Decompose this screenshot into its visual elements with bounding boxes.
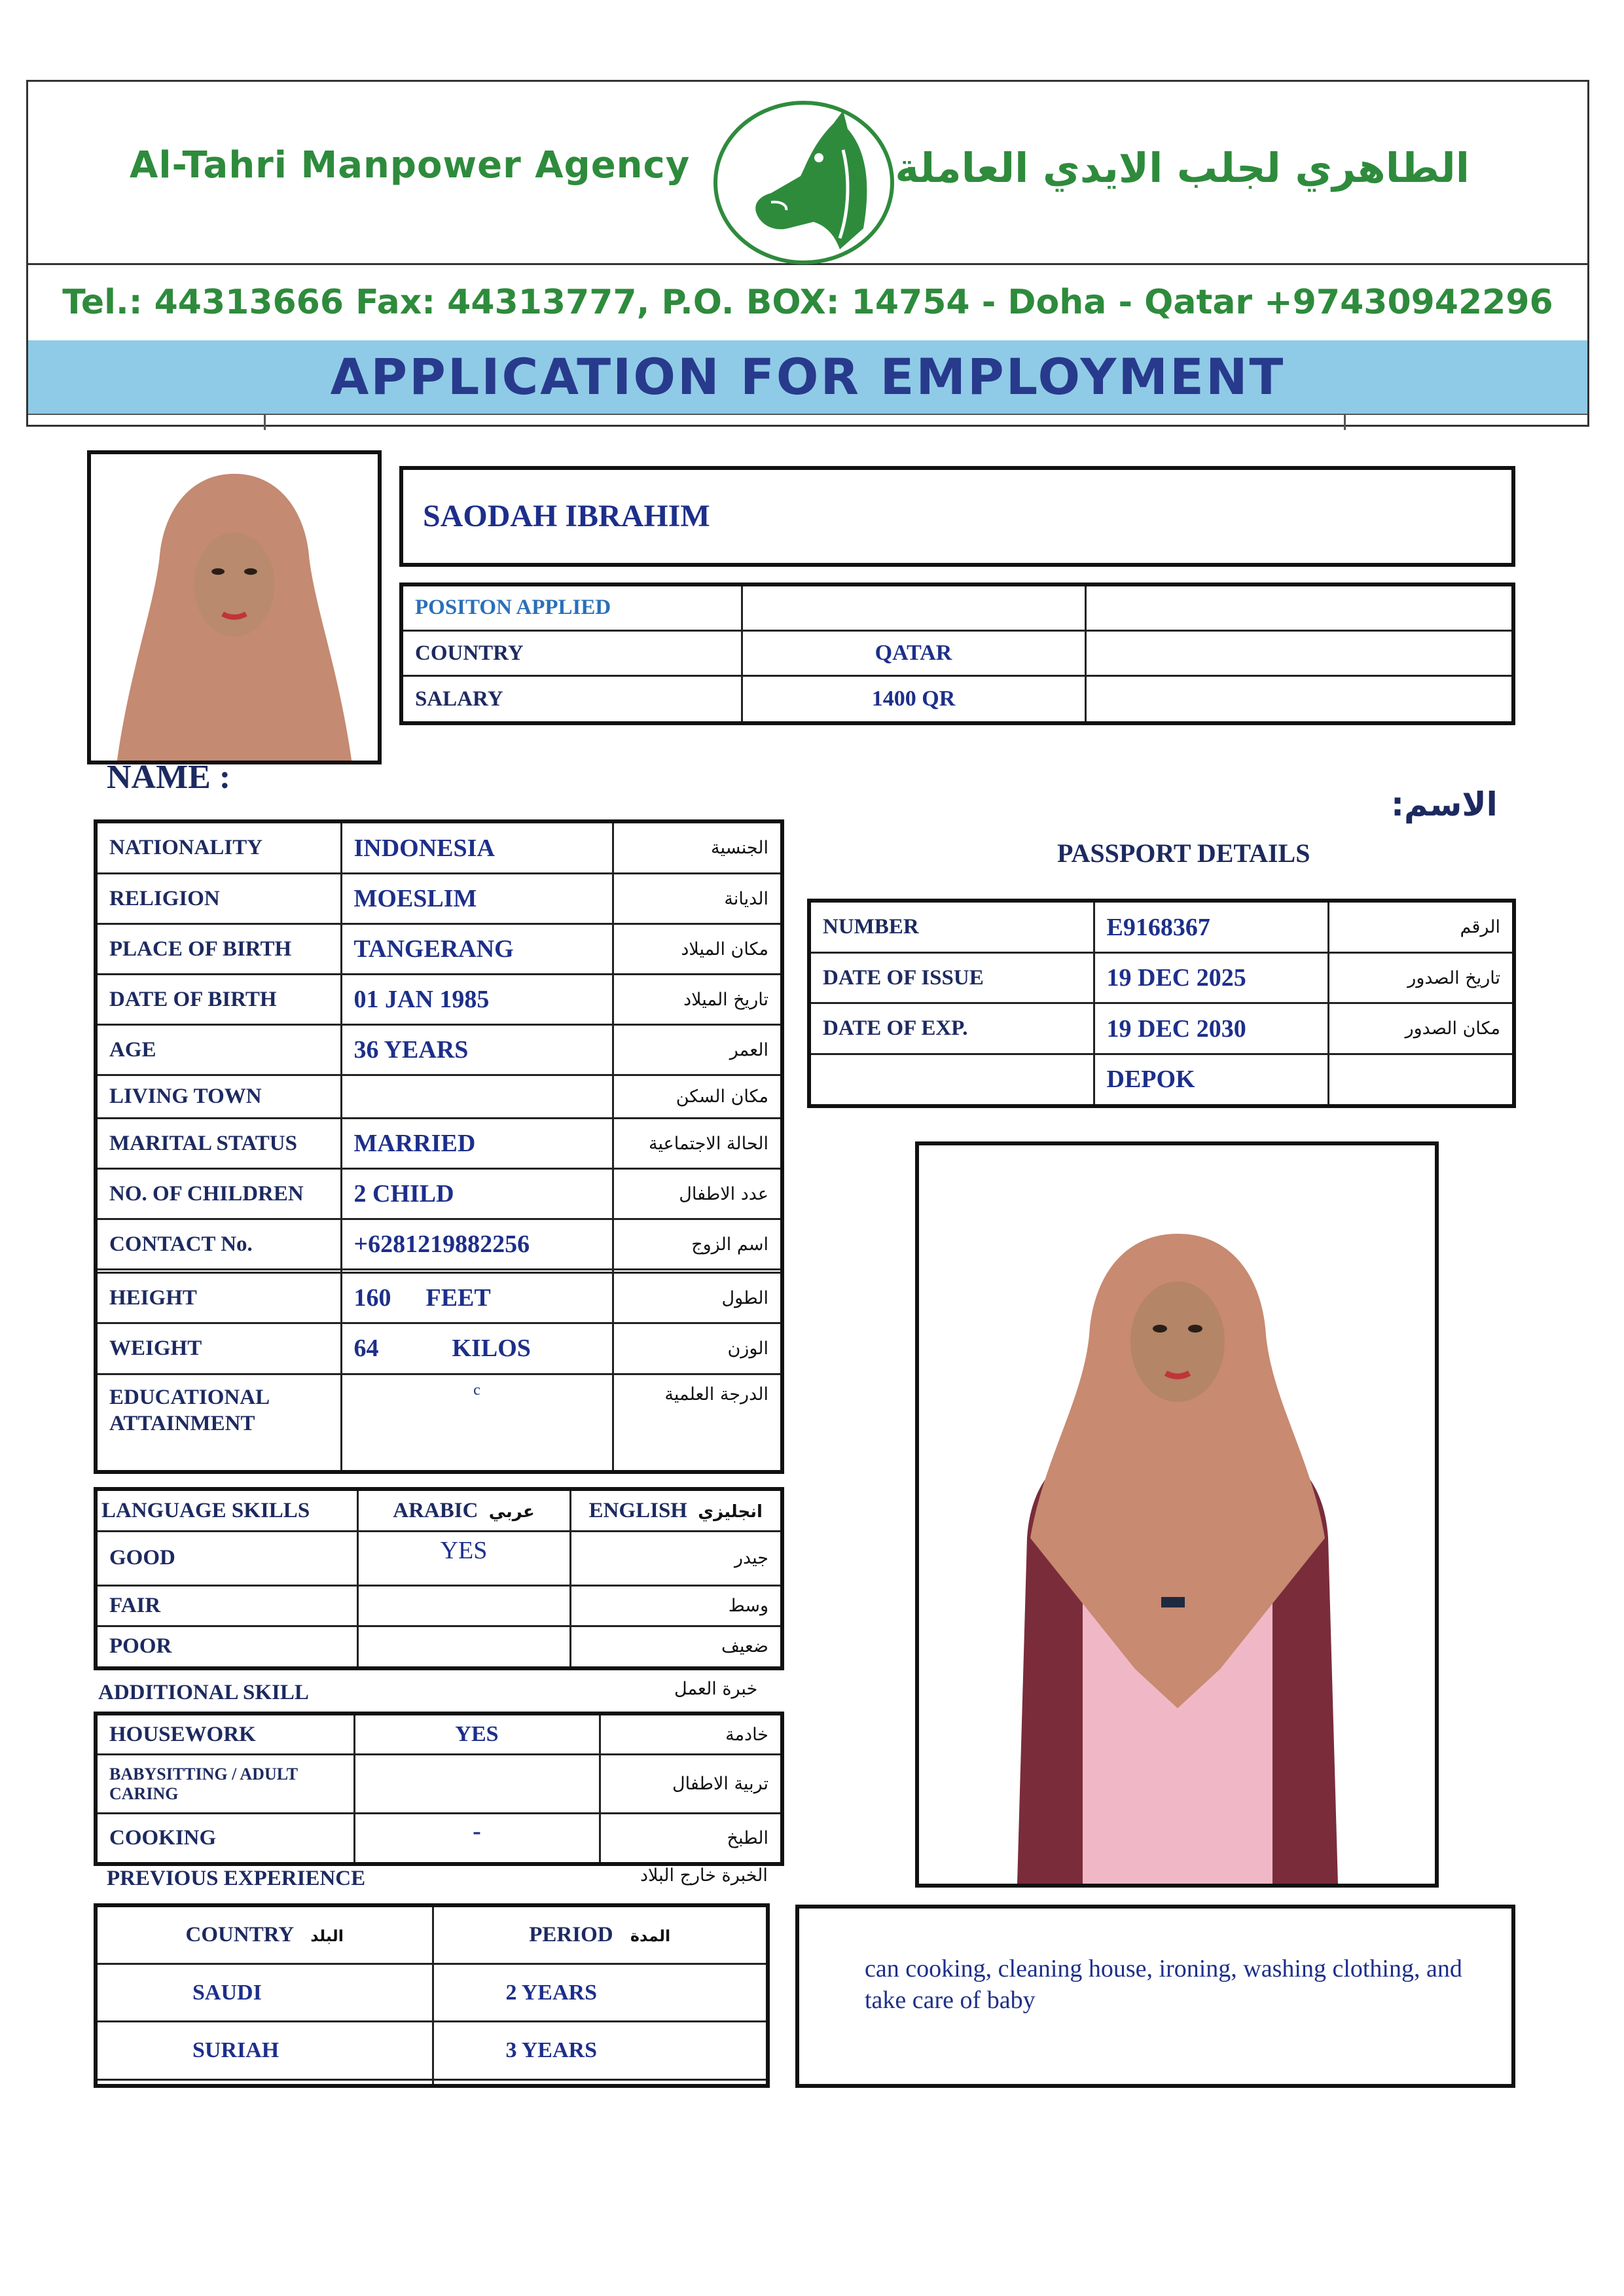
divider bbox=[1344, 415, 1346, 430]
passport-details-heading: PASSPORT DETAILS bbox=[1057, 838, 1310, 868]
experience-country bbox=[96, 2079, 433, 2086]
place-of-issue-label bbox=[809, 1054, 1094, 1106]
place-of-birth-label: PLACE OF BIRTH bbox=[96, 924, 341, 975]
agency-name-en: Al-Tahri Manpower Agency bbox=[130, 144, 691, 187]
date-of-issue-label-ar: تاريخ الصدور bbox=[1328, 953, 1514, 1003]
education-label-line2: ATTAINMENT bbox=[109, 1411, 255, 1435]
language-skills-table bbox=[94, 1487, 784, 1670]
contact-value: +6281219882256 bbox=[341, 1219, 613, 1270]
letterhead-banner bbox=[28, 82, 1587, 265]
position-applied-extra bbox=[1085, 584, 1513, 630]
english-header bbox=[570, 1489, 782, 1532]
date-of-expiry-label: DATE OF EXP. bbox=[809, 1003, 1094, 1054]
age-label-ar: العمر bbox=[613, 1025, 782, 1075]
housework-label-ar: خادمة bbox=[600, 1713, 782, 1755]
period-header-label-ar: المدة bbox=[630, 1926, 671, 1945]
horse-head-icon bbox=[709, 98, 899, 268]
table-row bbox=[96, 1169, 782, 1219]
table-row bbox=[96, 1273, 782, 1323]
education-value: c bbox=[341, 1374, 613, 1472]
religion-label: RELIGION bbox=[96, 874, 341, 924]
weight-cell bbox=[341, 1323, 613, 1374]
name-heading-ar: الاسم: bbox=[1391, 785, 1498, 823]
applicant-portrait-photo bbox=[87, 450, 382, 764]
table-row bbox=[96, 975, 782, 1025]
weight-value: 64 bbox=[353, 1335, 379, 1363]
table-row bbox=[96, 1814, 782, 1864]
remarks-text: can cooking, cleaning house, ironing, washing clothing, and take care of baby bbox=[865, 1955, 1462, 2014]
table-row bbox=[96, 1964, 768, 2021]
agency-contact-line: Tel.: 44313666 Fax: 44313777, P.O. BOX: 14754 - Doha - Qatar +97430942296 bbox=[62, 283, 1553, 322]
table-row bbox=[96, 1905, 768, 1964]
nationality-label: NATIONALITY bbox=[96, 821, 341, 874]
babysitting-value bbox=[354, 1755, 600, 1814]
position-table bbox=[399, 583, 1515, 725]
table-row bbox=[96, 1075, 782, 1119]
table-row bbox=[809, 1003, 1514, 1054]
height-label: HEIGHT bbox=[96, 1273, 341, 1323]
experience-country: SAUDI bbox=[96, 1964, 433, 2021]
weight-unit: KILOS bbox=[452, 1335, 531, 1363]
contact-label-ar: اسم الزوج bbox=[613, 1219, 782, 1270]
height-cell bbox=[341, 1273, 613, 1323]
table-row bbox=[809, 953, 1514, 1003]
table-row bbox=[96, 1219, 782, 1270]
height-label-ar: الطول bbox=[613, 1273, 782, 1323]
marital-status-label: MARITAL STATUS bbox=[96, 1119, 341, 1169]
cooking-label: COOKING bbox=[96, 1814, 354, 1864]
table-row bbox=[96, 821, 782, 874]
weight-label-ar: الوزن bbox=[613, 1323, 782, 1374]
experience-country: SURIAH bbox=[96, 2022, 433, 2079]
poor-label: POOR bbox=[96, 1626, 357, 1668]
country-label: COUNTRY bbox=[401, 630, 742, 676]
arabic-header bbox=[357, 1489, 570, 1532]
passport-number-label: NUMBER bbox=[809, 901, 1094, 953]
date-of-issue-label: DATE OF ISSUE bbox=[809, 953, 1094, 1003]
country-header-label-ar: البلد bbox=[310, 1926, 344, 1945]
passport-number-value: E9168367 bbox=[1094, 901, 1328, 953]
table-row bbox=[96, 1489, 782, 1532]
good-label-ar: جيدر bbox=[570, 1532, 782, 1586]
table-row bbox=[96, 924, 782, 975]
experience-period: 3 YEARS bbox=[433, 2022, 768, 2079]
agency-name-ar: الطاهري لجلب الايدي العاملة bbox=[895, 144, 1470, 192]
nationality-label-ar: الجنسية bbox=[613, 821, 782, 874]
table-row bbox=[96, 1532, 782, 1586]
table-row bbox=[96, 874, 782, 924]
babysitting-label: BABYSITTING / ADULT CARING bbox=[96, 1755, 354, 1814]
table-row bbox=[809, 901, 1514, 953]
table-row bbox=[96, 1713, 782, 1755]
english-header-label-ar: انجليزي bbox=[698, 1501, 763, 1522]
housework-label: HOUSEWORK bbox=[96, 1713, 354, 1755]
table-row bbox=[96, 1119, 782, 1169]
cooking-value: - bbox=[354, 1814, 600, 1864]
table-row bbox=[96, 1755, 782, 1814]
age-value: 36 YEARS bbox=[341, 1025, 613, 1075]
living-town-label-ar: مكان السكن bbox=[613, 1075, 782, 1119]
place-of-birth-value: TANGERANG bbox=[341, 924, 613, 975]
children-label: NO. OF CHILDREN bbox=[96, 1169, 341, 1219]
remarks-box bbox=[795, 1905, 1515, 2088]
marital-status-label-ar: الحالة الاجتماعية bbox=[613, 1119, 782, 1169]
previous-experience-table bbox=[94, 1903, 770, 2088]
children-label-ar: عدد الاطفال bbox=[613, 1169, 782, 1219]
position-applied-label: POSITON APPLIED bbox=[401, 584, 742, 630]
arabic-header-label-ar: عربي bbox=[488, 1501, 535, 1522]
height-unit: FEET bbox=[425, 1284, 491, 1312]
fair-label: FAIR bbox=[96, 1585, 357, 1626]
religion-label-ar: الديانة bbox=[613, 874, 782, 924]
cooking-label-ar: الطبخ bbox=[600, 1814, 782, 1864]
country-header-label: COUNTRY bbox=[185, 1922, 293, 1946]
letterhead bbox=[26, 80, 1589, 427]
english-header-label: ENGLISH bbox=[588, 1498, 687, 1522]
education-label-line1: EDUCATIONAL bbox=[109, 1385, 270, 1409]
applicant-name-box bbox=[399, 466, 1515, 567]
contact-label: CONTACT No. bbox=[96, 1219, 341, 1270]
passport-number-label-ar: الرقم bbox=[1328, 901, 1514, 953]
position-applied-value bbox=[742, 584, 1085, 630]
height-value: 160 bbox=[353, 1284, 391, 1312]
housework-value: YES bbox=[354, 1713, 600, 1755]
experience-period bbox=[433, 2079, 768, 2086]
education-label bbox=[96, 1374, 341, 1472]
additional-skill-table bbox=[94, 1712, 784, 1866]
experience-period: 2 YEARS bbox=[433, 1964, 768, 2021]
nationality-value: INDONESIA bbox=[341, 821, 613, 874]
religion-value: MOESLIM bbox=[341, 874, 613, 924]
fair-arabic-value bbox=[357, 1585, 570, 1626]
passport-table bbox=[807, 899, 1516, 1108]
divider bbox=[264, 415, 266, 430]
table-row bbox=[809, 1054, 1514, 1106]
poor-arabic-value bbox=[357, 1626, 570, 1668]
table-row bbox=[96, 1585, 782, 1626]
country-extra bbox=[1085, 630, 1513, 676]
country-value: QATAR bbox=[742, 630, 1085, 676]
date-of-issue-value: 19 DEC 2025 bbox=[1094, 953, 1328, 1003]
previous-experience-title-ar: الخبرة خارج البلاد bbox=[640, 1865, 768, 1886]
good-arabic-value: YES bbox=[357, 1532, 570, 1586]
date-of-expiry-label-ar: مكان الصدور bbox=[1328, 1003, 1514, 1054]
date-of-birth-label: DATE OF BIRTH bbox=[96, 975, 341, 1025]
personal-details-table bbox=[94, 819, 784, 1474]
period-header bbox=[433, 1905, 768, 1964]
good-label: GOOD bbox=[96, 1532, 357, 1586]
table-row bbox=[96, 1025, 782, 1075]
name-heading: NAME : bbox=[107, 759, 231, 796]
place-of-issue-value: DEPOK bbox=[1094, 1054, 1328, 1106]
language-skills-header: LANGUAGE SKILLS bbox=[96, 1489, 357, 1532]
salary-value: 1400 QR bbox=[742, 676, 1085, 723]
applicant-name: SAODAH IBRAHIM bbox=[423, 499, 710, 533]
table-row bbox=[96, 2079, 768, 2086]
children-value: 2 CHILD bbox=[341, 1169, 613, 1219]
cut-off-row bbox=[28, 414, 1587, 429]
date-of-birth-label-ar: تاريخ الميلاد bbox=[613, 975, 782, 1025]
salary-label: SALARY bbox=[401, 676, 742, 723]
poor-label-ar: ضعيف bbox=[570, 1626, 782, 1668]
form-title: APPLICATION FOR EMPLOYMENT bbox=[28, 340, 1587, 414]
age-label: AGE bbox=[96, 1025, 341, 1075]
place-of-issue-label-ar bbox=[1328, 1054, 1514, 1106]
applicant-full-body-photo bbox=[915, 1141, 1439, 1888]
education-label-ar: الدرجة العلمية bbox=[613, 1374, 782, 1472]
marital-status-value: MARRIED bbox=[341, 1119, 613, 1169]
additional-skill-title: ADDITIONAL SKILL bbox=[98, 1681, 309, 1704]
living-town-label: LIVING TOWN bbox=[96, 1075, 341, 1119]
period-header-label: PERIOD bbox=[529, 1922, 613, 1946]
country-header bbox=[96, 1905, 433, 1964]
salary-extra bbox=[1085, 676, 1513, 723]
previous-experience-title: PREVIOUS EXPERIENCE bbox=[107, 1867, 366, 1890]
place-of-birth-label-ar: مكان الميلاد bbox=[613, 924, 782, 975]
additional-skill-title-ar: خبرة العمل bbox=[674, 1679, 758, 1699]
weight-label: WEIGHT bbox=[96, 1323, 341, 1374]
babysitting-label-ar: تربية الاطفال bbox=[600, 1755, 782, 1814]
table-row bbox=[96, 2022, 768, 2079]
living-town-value bbox=[341, 1075, 613, 1119]
fair-label-ar: وسط bbox=[570, 1585, 782, 1626]
date-of-expiry-value: 19 DEC 2030 bbox=[1094, 1003, 1328, 1054]
table-row bbox=[96, 1323, 782, 1374]
date-of-birth-value: 01 JAN 1985 bbox=[341, 975, 613, 1025]
table-row bbox=[96, 1626, 782, 1668]
arabic-header-label: ARABIC bbox=[393, 1498, 478, 1522]
table-row bbox=[96, 1374, 782, 1472]
